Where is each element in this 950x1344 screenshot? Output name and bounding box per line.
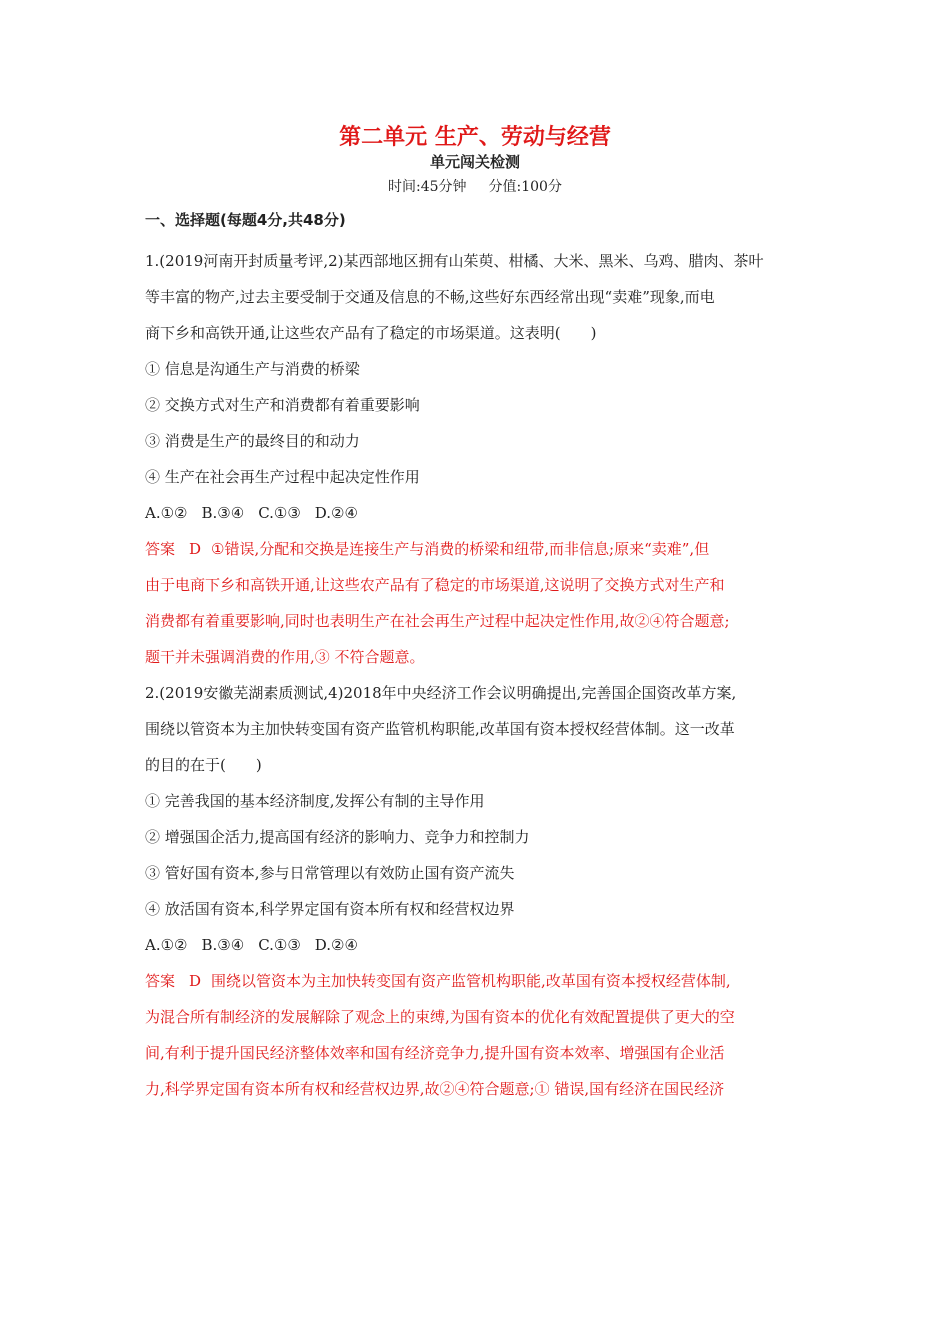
answer-label: 答案 <box>145 540 176 558</box>
choice-d: D.②④ <box>314 936 358 954</box>
answer-key: D <box>189 540 202 558</box>
option-item: ② 交换方式对生产和消费都有着重要影响 <box>145 396 420 414</box>
option-item: ④ 放活国有资本,科学界定国有资本所有权和经营权边界 <box>145 900 515 918</box>
answer-text: 间,有利于提升国民经济整体效率和国有经济竞争力,提升国有资本效率、增强国有企业活 <box>145 1044 725 1062</box>
question-stem-line: 等丰富的物产,过去主要受制于交通及信息的不畅,这些好东西经常出现“卖难”现象,而电 <box>145 288 715 306</box>
question-stem-line: 1.(2019河南开封质量考评,2)某西部地区拥有山茱萸、柑橘、大米、黑米、乌鸡、腊肉、茶叶 <box>145 252 764 270</box>
question-stem-line: 围绕以管资本为主加快转变国有资产监管机构职能,改革国有资本授权经营体制。这一改革 <box>145 720 735 738</box>
choice-row <box>145 495 810 531</box>
choice-d: D.②④ <box>314 504 358 522</box>
choice-row <box>145 927 810 963</box>
choice-a: A.①② <box>145 936 188 954</box>
option-item: ① 信息是沟通生产与消费的桥梁 <box>145 360 360 378</box>
answer-text: ①错误,分配和交换是连接生产与消费的桥梁和纽带,而非信息;原来“卖难”,但 <box>211 540 710 558</box>
option-item: ③ 管好国有资本,参与日常管理以有效防止国有资产流失 <box>145 864 515 882</box>
choice-c: C.①③ <box>258 936 301 954</box>
question-stem-line: 的目的在于( ) <box>145 756 262 774</box>
time-limit: 时间:45分钟 <box>388 179 467 195</box>
option-item: ③ 消费是生产的最终目的和动力 <box>145 432 360 450</box>
question-1 <box>145 243 810 675</box>
exam-meta <box>0 176 950 196</box>
answer-text: 题干并未强调消费的作用,③ 不符合题意。 <box>145 648 425 666</box>
choice-a: A.①② <box>145 504 188 522</box>
answer-label: 答案 <box>145 972 176 990</box>
option-item: ④ 生产在社会再生产过程中起决定性作用 <box>145 468 420 486</box>
choice-b: B.③④ <box>201 504 245 522</box>
answer-key: D <box>189 972 202 990</box>
question-2 <box>145 675 810 1107</box>
choice-c: C.①③ <box>258 504 301 522</box>
answer-text: 力,科学界定国有资本所有权和经营权边界,故②④符合题意;① 错误,国有经济在国民经济 <box>145 1080 725 1098</box>
answer-text: 由于电商下乡和高铁开通,让这些农产品有了稳定的市场渠道,这说明了交换方式对生产和 <box>145 576 725 594</box>
exam-content <box>145 207 810 1107</box>
answer-line <box>145 963 810 999</box>
option-item: ① 完善我国的基本经济制度,发挥公有制的主导作用 <box>145 792 485 810</box>
page-title: 第二单元 生产、劳动与经营 <box>339 125 611 150</box>
question-stem-line: 2.(2019安徽芜湖素质测试,4)2018年中央经济工作会议明确提出,完善国企国资改革方案, <box>145 684 737 702</box>
choice-b: B.③④ <box>201 936 245 954</box>
answer-text: 消费都有着重要影响,同时也表明生产在社会再生产过程中起决定性作用,故②④符合题意; <box>145 612 730 630</box>
answer-text: 围绕以管资本为主加快转变国有资产监管机构职能,改革国有资本授权经营体制, <box>211 972 731 990</box>
answer-text: 为混合所有制经济的发展解除了观念上的束缚,为国有资本的优化有效配置提供了更大的空 <box>145 1008 735 1026</box>
section-heading: 一、选择题(每题4分,共48分) <box>145 211 346 229</box>
option-item: ② 增强国企活力,提高国有经济的影响力、竞争力和控制力 <box>145 828 530 846</box>
total-score: 分值:100分 <box>488 179 562 195</box>
page-subtitle: 单元闯关检测 <box>429 153 520 171</box>
answer-line <box>145 531 810 567</box>
question-stem-line: 商下乡和高铁开通,让这些农产品有了稳定的市场渠道。这表明( ) <box>145 324 597 342</box>
